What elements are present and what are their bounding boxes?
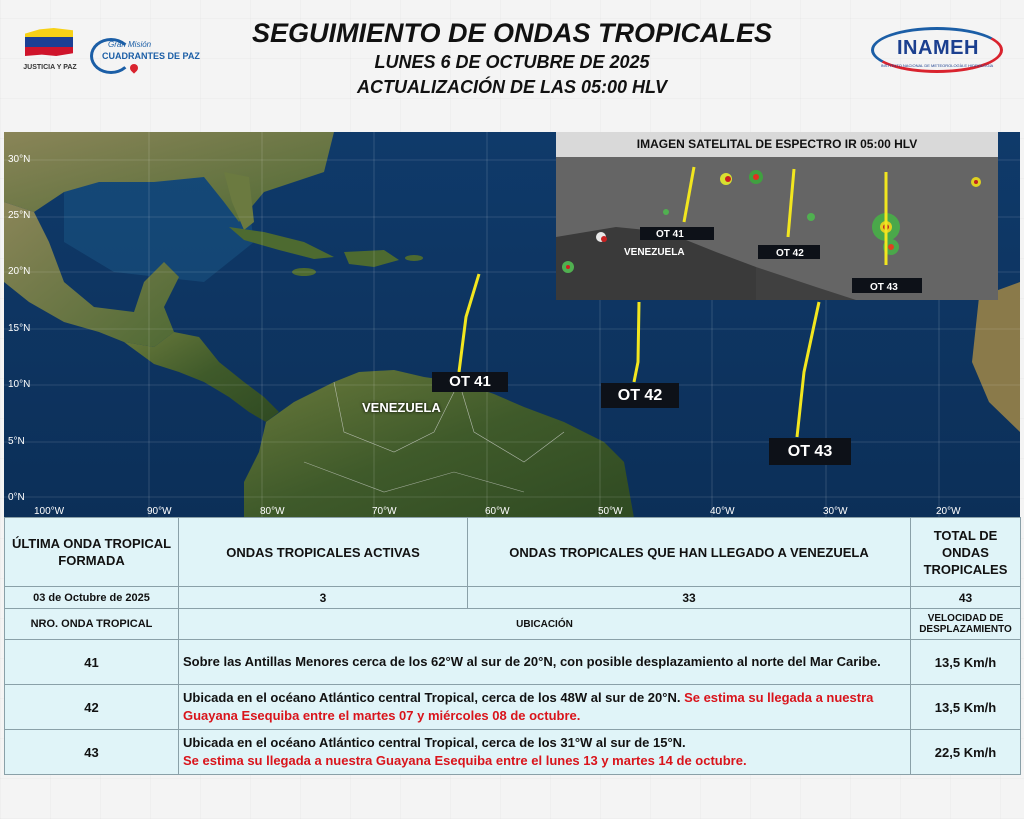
- lon-label: 70°W: [372, 506, 397, 517]
- lon-label: 40°W: [710, 506, 735, 517]
- page-date: LUNES 6 DE OCTUBRE DE 2025: [374, 52, 650, 72]
- ot43-label: OT 43: [769, 438, 851, 465]
- subheader-location: UBICACIÓN: [179, 609, 911, 640]
- wave-location: Sobre las Antillas Menores cerca de los 62°W al sur de 20°N, con posible desplazamiento al norte del Mar Caribe.: [179, 640, 911, 685]
- subheader-speed: VELOCIDAD DE DESPLAZAMIENTO: [911, 609, 1021, 640]
- lat-label: 5°N: [8, 436, 25, 447]
- lat-label: 15°N: [8, 323, 31, 334]
- justicia-y-paz-caption: JUSTICIA Y PAZ: [23, 64, 77, 71]
- wave-speed: 22,5 Km/h: [911, 730, 1021, 775]
- wave-speed: 13,5 Km/h: [911, 685, 1021, 730]
- lat-label: 0°N: [8, 492, 25, 503]
- tropical-waves-table: [4, 517, 1021, 775]
- lat-label: 25°N: [8, 210, 31, 221]
- lon-label: 90°W: [147, 506, 172, 517]
- lat-label: 20°N: [8, 266, 31, 277]
- lat-label: 30°N: [8, 154, 31, 165]
- wave-number: 42: [5, 685, 179, 730]
- page-update-time: ACTUALIZACIÓN DE LAS 05:00 HLV: [356, 77, 668, 97]
- table-row: [5, 685, 1021, 730]
- value-last-wave: 03 de Octubre de 2025: [5, 587, 179, 609]
- lon-label: 30°W: [823, 506, 848, 517]
- wave-location: Ubicada en el océano Atlántico central Tropical, cerca de los 48W al sur de 20°N. Se estima su llegada a nuestra Guayana Esequiba entre el martes 07 y miércoles 08 de octubre.: [179, 685, 911, 730]
- subheader-number: NRO. ONDA TROPICAL: [5, 609, 179, 640]
- header-arrived: ONDAS TROPICALES QUE HAN LLEGADO A VENEZUELA: [468, 518, 911, 587]
- wave-location: Ubicada en el océano Atlántico central Tropical, cerca de los 31°W al sur de 15°N. Se estima su llegada a nuestra Guayana Esequiba entre el lunes 13 y martes 14 de octubre.: [179, 730, 911, 775]
- lon-label: 100°W: [34, 506, 65, 517]
- inset-ot42: OT 42: [776, 248, 804, 259]
- inset-title: IMAGEN SATELITAL DE ESPECTRO IR 05:00 HLV: [556, 132, 998, 157]
- ot41-label: OT 41: [432, 372, 508, 392]
- satellite-inset: [556, 157, 998, 300]
- header-total: TOTAL DE ONDAS TROPICALES: [911, 518, 1021, 587]
- wave-number: 43: [5, 730, 179, 775]
- inset-venezuela-label: VENEZUELA: [624, 247, 685, 258]
- lat-label: 10°N: [8, 379, 31, 390]
- lon-label: 60°W: [485, 506, 510, 517]
- wave-speed: 13,5 Km/h: [911, 640, 1021, 685]
- inameh-logo: INAMEH INSTITUTO NACIONAL DE METEOROLOGÍA E HIDROLOGÍA: [871, 27, 1001, 73]
- header-active: ONDAS TROPICALES ACTIVAS: [179, 518, 468, 587]
- ot42-label: OT 42: [601, 383, 679, 408]
- inset-ot41: OT 41: [656, 229, 684, 240]
- value-total: 43: [911, 587, 1021, 609]
- wave-number: 41: [5, 640, 179, 685]
- value-active: 3: [179, 587, 468, 609]
- lon-label: 20°W: [936, 506, 961, 517]
- inset-ot43: OT 43: [870, 282, 898, 293]
- table-row: [5, 640, 1021, 685]
- cuadrantes-de-paz-logo: Gran Misión CUADRANTES DE PAZ: [90, 34, 190, 78]
- venezuela-map-label: VENEZUELA: [362, 400, 441, 415]
- value-arrived: 33: [468, 587, 911, 609]
- lon-label: 80°W: [260, 506, 285, 517]
- lon-label: 50°W: [598, 506, 623, 517]
- table-row: [5, 730, 1021, 775]
- page-title: SEGUIMIENTO DE ONDAS TROPICALES: [251, 18, 773, 48]
- header-last-wave: ÚLTIMA ONDA TROPICAL FORMADA: [5, 518, 179, 587]
